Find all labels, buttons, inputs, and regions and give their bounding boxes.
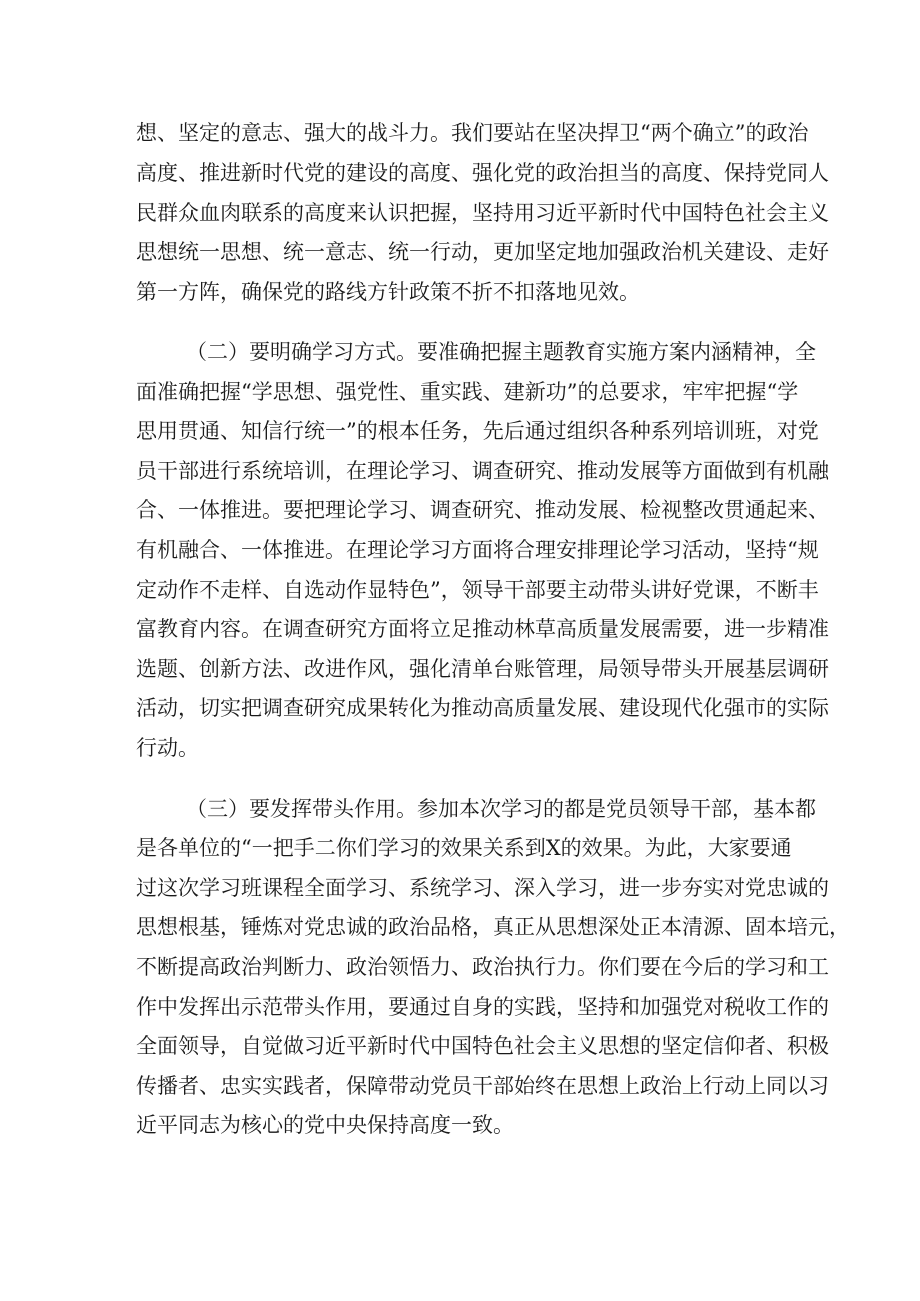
text-line: 是各单位的“一把手二你们学习的效果关系到X的效果。为此，大家要通: [136, 836, 792, 860]
text-line: 面准确把握“学思想、强党性、重实践、建新功”的总要求，牢牢把握“学: [136, 380, 799, 404]
text-line: 作中发挥出示范带头作用，要通过自身的实践，坚持和加强党对税收工作的: [136, 995, 829, 1019]
text-line: 思想统一思想、统一意志、统一行动，更加坚定地加强政治机关建设、走好: [136, 240, 829, 264]
text-line: 全面领导，自觉做习近平新时代中国特色社会主义思想的坚定信仰者、积极: [136, 1034, 829, 1058]
text-line: 想、坚定的意志、强大的战斗力。我们要站在坚决捍卫“两个确立”的政治: [136, 121, 809, 145]
text-line: 行动。: [136, 736, 199, 760]
text-line: 活动，切实把调查研究成果转化为推动高质量发展、建设现代化强市的实际: [136, 696, 829, 720]
text-line: 思想根基，锤炼对党忠诚的政治品格，真正从思想深处正本清源、固本培元，: [136, 915, 850, 939]
text-line: 传播者、忠实实践者，保障带动党员干部始终在思想上政治上行动上同以习: [136, 1074, 829, 1098]
text-line: 定动作不走样、自选动作显特色”，领导干部要主动带头讲好党课，不断丰: [136, 578, 819, 602]
text-line: 民群众血肉联系的高度来认识把握，坚持用习近平新时代中国特色社会主义: [136, 201, 829, 225]
text-line: （二）要明确学习方式。要准确把握主题教育实施方案内涵精神，全: [186, 340, 816, 364]
text-line: 第一方阵，确保党的路线方针政策不折不扣落地见效。: [136, 280, 640, 304]
text-line: 近平同志为核心的党中央保持高度一致。: [136, 1113, 514, 1137]
text-line: 高度、推进新时代党的建设的高度、强化党的政治担当的高度、保持党同人: [136, 161, 829, 185]
text-line: 合、一体推进。要把理论学习、调查研究、推动发展、检视整改贯通起来、: [136, 498, 829, 522]
text-line: 过这次学习班课程全面学习、系统学习、深入学习，进一步夯实对党忠诚的: [136, 876, 829, 900]
text-line: （三）要发挥带头作用。参加本次学习的都是党员领导干部，基本都: [186, 797, 816, 821]
text-line: 思用贯通、知信行统一”的根本任务，先后通过组织各种系列培训班，对党: [136, 419, 819, 443]
text-line: 不断提高政治判断力、政治领悟力、政治执行力。你们要在今后的学习和工: [136, 955, 829, 979]
text-line: 有机融合、一体推进。在理论学习方面将合理安排理论学习活动，坚持“规: [136, 538, 819, 562]
text-line: 选题、创新方法、改进作风，强化清单台账管理，局领导带头开展基层调研: [136, 657, 829, 681]
text-line: 员干部进行系统培训，在理论学习、调查研究、推动发展等方面做到有机融: [136, 459, 829, 483]
text-line: 富教育内容。在调查研究方面将立足推动林草高质量发展需要，进一步精准: [136, 617, 829, 641]
